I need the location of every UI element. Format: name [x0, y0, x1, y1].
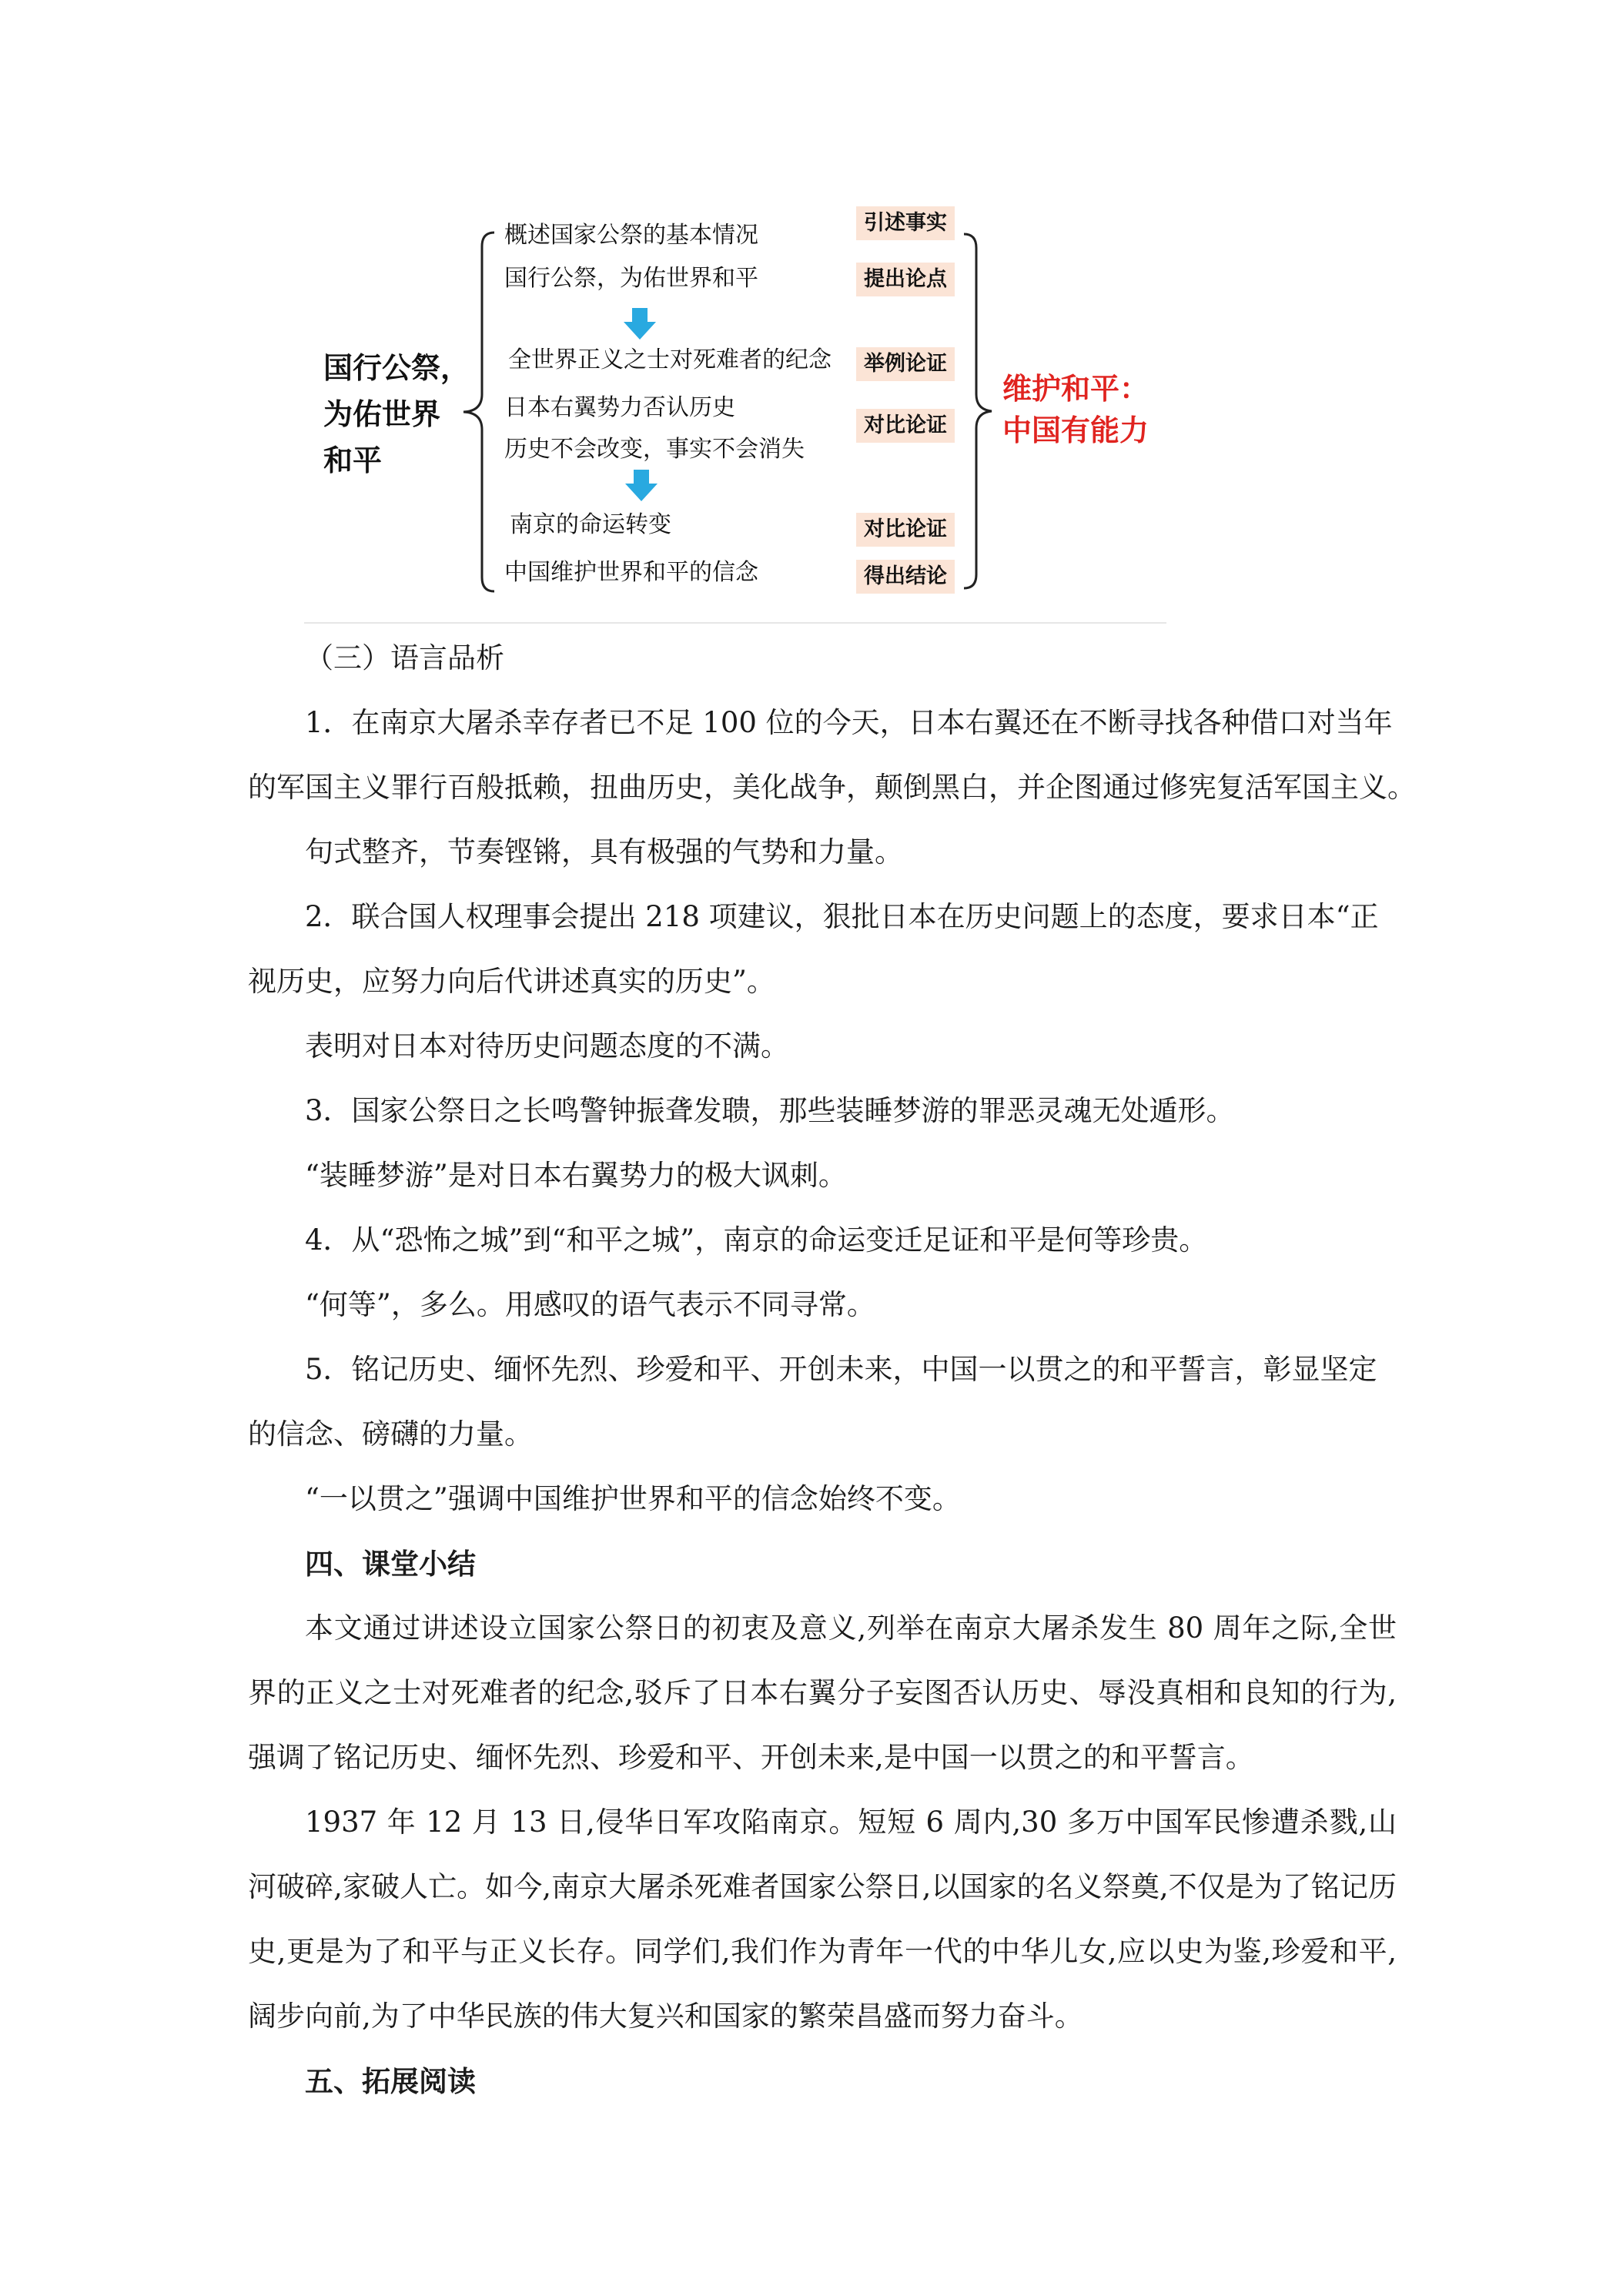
sentence-line: 1．在南京大屠杀幸存者已不足 100 位的今天，日本右翼还在不断寻找各种借口对当年 — [305, 706, 1393, 739]
diagram-conclusion — [1002, 368, 1149, 451]
analysis-note: “何等”，多么。用感叹的语气表示不同寻常。 — [305, 1288, 875, 1321]
arrow-down-icon — [622, 308, 658, 340]
diagram-conclusion-line: 维护和平： — [1002, 372, 1149, 406]
analysis-note: “一以贯之”强调中国维护世界和平的信念始终不变。 — [305, 1482, 961, 1515]
diagram-topic-line: 国行公祭， — [323, 351, 470, 385]
diagram-item: 日本右翼势力否认历史 — [504, 394, 735, 421]
structure-diagram — [0, 0, 1623, 631]
argument-tag: 举例论证 — [856, 347, 955, 381]
argument-tag: 得出结论 — [856, 560, 955, 594]
diagram-topic-line: 为佑世界 — [323, 397, 441, 431]
arrow-down-icon — [624, 470, 659, 502]
analysis-note: 句式整齐，节奏铿锵，具有极强的气势和力量。 — [305, 835, 903, 869]
diagram-item: 中国维护世界和平的信念 — [504, 559, 758, 586]
summary-paragraph: 本文通过讲述设立国家公祭日的初衷及意义,列举在南京大屠杀发生 80 周年之际,全世界的正义之士对死难者的纪念,驳斥了日本右翼分子妄图否认历史、辱没真相和良知的行为,强调了铭记历史、缅怀先烈、珍爱和平、开创未来,是中国一以贯之的和平誓言。 — [248, 1612, 1397, 1774]
analysis-note: “装睡梦游”是对日本右翼势力的极大讽刺。 — [305, 1159, 847, 1192]
argument-tag: 引述事实 — [856, 206, 955, 240]
sentence-line: 2．联合国人权理事会提出 218 项建议，狠批日本在历史问题上的态度，要求日本“正 — [305, 900, 1379, 933]
argument-tag: 对比论证 — [856, 513, 955, 547]
diagram-topic — [323, 345, 470, 484]
diagram-item: 国行公祭，为佑世界和平 — [504, 265, 758, 292]
argument-tag: 对比论证 — [856, 409, 955, 443]
analysis-note: 表明对日本对待历史问题态度的不满。 — [305, 1029, 789, 1063]
diagram-divider — [304, 622, 1166, 624]
diagram-conclusion-line: 中国有能力 — [1002, 413, 1149, 447]
right-brace-icon — [961, 231, 995, 591]
diagram-item: 南京的命运转变 — [510, 511, 671, 538]
section-heading: 四、课堂小结 — [305, 1547, 476, 1581]
sentence-line: 3．国家公祭日之长鸣警钟振聋发聩，那些装睡梦游的罪恶灵魂无处遁形。 — [305, 1094, 1235, 1127]
sentence-line: 5．铭记历史、缅怀先烈、珍爱和平、开创未来，中国一以贯之的和平誓言，彰显坚定 — [305, 1353, 1377, 1386]
diagram-item: 概述国家公祭的基本情况 — [504, 222, 758, 249]
diagram-topic-line: 和平 — [323, 443, 383, 477]
sentence-line: 的军国主义罪行百般抵赖，扭曲历史，美化战争，颠倒黑白，并企图通过修宪复活军国主义。 — [248, 771, 1416, 804]
sentence-line: 的信念、磅礴的力量。 — [248, 1417, 533, 1451]
section-heading: （三）语言品析 — [305, 641, 504, 674]
diagram-item: 全世界正义之士对死难者的纪念 — [508, 346, 832, 373]
sentence-line: 视历史，应努力向后代讲述真实的历史”。 — [248, 965, 775, 998]
section-heading: 五、拓展阅读 — [305, 2064, 476, 2098]
sentence-line: 4．从“恐怖之城”到“和平之城”，南京的命运变迁足证和平是何等珍贵。 — [305, 1223, 1208, 1257]
argument-tag: 提出论点 — [856, 263, 955, 296]
diagram-item: 历史不会改变，事实不会消失 — [504, 436, 805, 463]
left-brace-icon — [459, 229, 497, 594]
summary-paragraph: 1937 年 12 月 13 日,侵华日军攻陷南京。短短 6 周内,30 多万中国军民惨遭杀戮,山河破碎,家破人亡。如今,南京大屠杀死难者国家公祭日,以国家的名义祭奠,不仅是为了铭记历史,更是为了和平与正义长存。同学们,我们作为青年一代的中华儿女,应以史为鉴,珍爱和平,阔步向前,为了中华民族的伟大复兴和国家的繁荣昌盛而努力奋斗。 — [248, 1806, 1397, 2033]
